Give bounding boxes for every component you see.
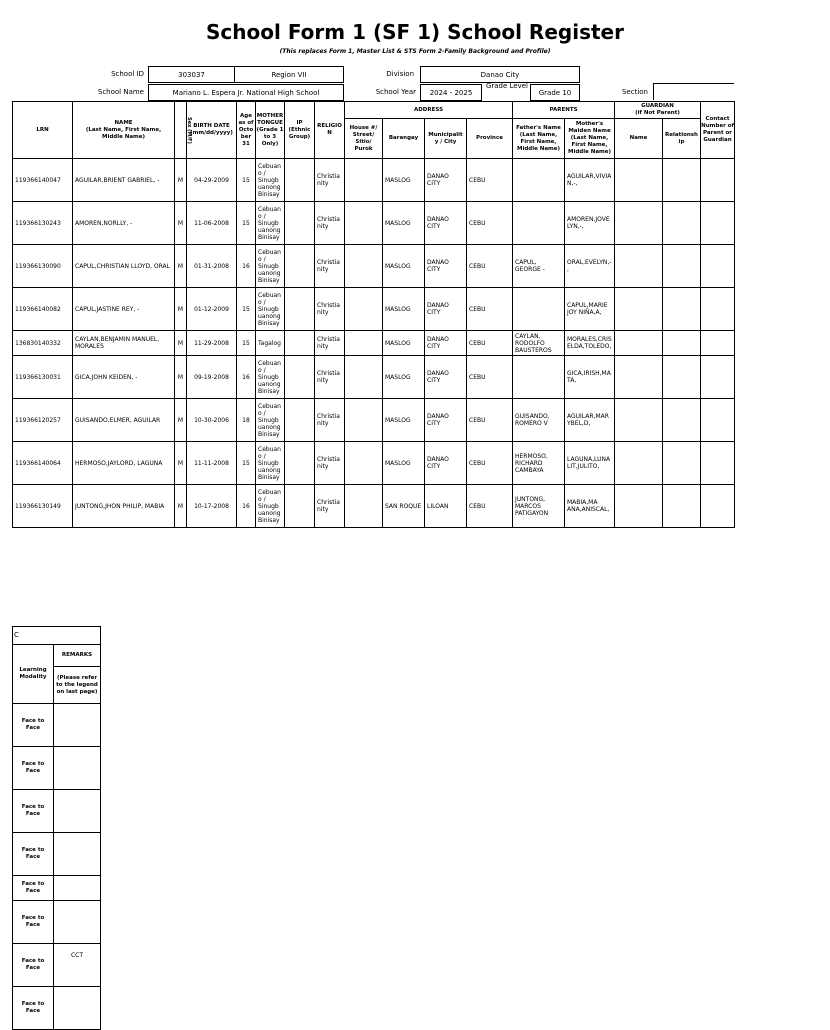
mother-cell: ORAL,EVELYN,-, bbox=[565, 245, 615, 288]
section-label: Section bbox=[621, 88, 648, 96]
col-sex bbox=[175, 102, 192, 159]
col-sex-label: Sex (M/F) bbox=[185, 116, 192, 144]
contact-cell bbox=[701, 485, 735, 528]
mother-tongue-cell: Cebuano / Sinugbuanong Binisay bbox=[256, 442, 285, 485]
col-mother bbox=[565, 119, 615, 159]
col-parents: PARENTS bbox=[513, 102, 615, 119]
col-house: House #/ Street/ Sitio/ Purok bbox=[345, 119, 383, 159]
house-cell bbox=[345, 288, 383, 331]
remarks-cell bbox=[54, 790, 101, 833]
col-birth-title: BIRTH DATE bbox=[193, 123, 230, 129]
name-cell: CAPUL,JASTINE REY, - bbox=[73, 288, 175, 331]
name-cell: CAYLAN,BENJAMIN MANUEL, MORALES bbox=[73, 331, 175, 356]
division-label: Division bbox=[386, 70, 414, 78]
mother-tongue-cell: Cebuano / Sinugbuanong Binisay bbox=[256, 202, 285, 245]
municipality-cell: DANAO CITY bbox=[425, 245, 467, 288]
religion-cell: Christianity bbox=[315, 288, 345, 331]
birth-date-cell: 10-17-2008 bbox=[187, 485, 237, 528]
house-cell bbox=[345, 356, 383, 399]
age-cell: 16 bbox=[237, 356, 256, 399]
col-name-title: NAME bbox=[114, 119, 133, 126]
col-mother-tongue bbox=[256, 102, 285, 159]
table-row bbox=[13, 159, 735, 202]
list-item bbox=[13, 901, 101, 944]
name-cell: GUISANDO,ELMER, AGUILAR bbox=[73, 399, 175, 442]
father-cell bbox=[513, 356, 565, 399]
school-id-field[interactable]: 303037 bbox=[148, 66, 235, 83]
name-cell: GICA,JOHN KEIDEN, - bbox=[73, 356, 175, 399]
municipality-cell: DANAO CITY bbox=[425, 159, 467, 202]
house-cell bbox=[345, 245, 383, 288]
province-cell: CEBU bbox=[467, 399, 513, 442]
col-father-sub: (Last Name, First Name, Middle Name) bbox=[516, 131, 561, 152]
sex-cell: M bbox=[175, 399, 187, 442]
learning-modality-cell: Face to Face bbox=[13, 901, 54, 944]
col-remarks: REMARKS bbox=[54, 645, 101, 667]
religion-cell: Christianity bbox=[315, 245, 345, 288]
school-name-label: School Name bbox=[97, 88, 144, 96]
barangay-cell: MASLOG bbox=[383, 245, 425, 288]
barangay-cell: MASLOG bbox=[383, 399, 425, 442]
birth-date-cell: 11-06-2008 bbox=[187, 202, 237, 245]
remarks-cell bbox=[54, 747, 101, 790]
col-guardian-sub: (if Not Parent) bbox=[635, 110, 680, 116]
relationship-cell bbox=[663, 399, 701, 442]
municipality-cell: DANAO CITY bbox=[425, 399, 467, 442]
lrn-cell: 119366140064 bbox=[13, 442, 73, 485]
province-cell: CEBU bbox=[467, 442, 513, 485]
province-cell: CEBU bbox=[467, 245, 513, 288]
mother-cell: AMOREN,JOVELYN,-, bbox=[565, 202, 615, 245]
mother-cell: MORALES,CRISELDA,TOLEDO, bbox=[565, 331, 615, 356]
ip-cell bbox=[285, 202, 315, 245]
col-ip-title: IP bbox=[296, 119, 303, 126]
col-name-sub: (Last Name, First Name, Middle Name) bbox=[85, 126, 162, 140]
relationship-cell bbox=[663, 485, 701, 528]
relationship-cell bbox=[663, 202, 701, 245]
page-subtitle: (This replaces Form 1, Master List & STS Form 2-Family Background and Profile) bbox=[279, 48, 551, 55]
lrn-cell: 119366130031 bbox=[13, 356, 73, 399]
birth-date-cell: 01-31-2008 bbox=[187, 245, 237, 288]
sex-cell: M bbox=[175, 485, 187, 528]
ip-cell bbox=[285, 245, 315, 288]
guardian-name-cell bbox=[615, 485, 663, 528]
barangay-cell: MASLOG bbox=[383, 159, 425, 202]
col-guardian-title: GUARDIAN bbox=[641, 103, 674, 109]
sex-cell: M bbox=[175, 331, 187, 356]
col-guardian bbox=[615, 102, 701, 119]
col-birth-sub: (mm/dd/yyyy) bbox=[190, 130, 233, 136]
mother-tongue-cell: Cebuano / Sinugbuanong Binisay bbox=[256, 485, 285, 528]
province-cell: CEBU bbox=[467, 356, 513, 399]
province-cell: CEBU bbox=[467, 159, 513, 202]
municipality-cell: DANAO CITY bbox=[425, 331, 467, 356]
mother-cell: AGUILAR,VIVIAN,-, bbox=[565, 159, 615, 202]
lrn-cell: 136830140332 bbox=[13, 331, 73, 356]
school-register-table bbox=[12, 101, 735, 528]
learning-modality-cell: Face to Face bbox=[13, 944, 54, 987]
contact-cell bbox=[701, 442, 735, 485]
col-guardian-name: Name bbox=[615, 119, 663, 159]
col-ip-sub: (Ethnic Group) bbox=[288, 126, 311, 140]
table-row bbox=[13, 331, 735, 356]
province-cell: CEBU bbox=[467, 485, 513, 528]
col-ip bbox=[285, 102, 315, 159]
grade-level-field[interactable]: Grade 10 bbox=[530, 84, 580, 101]
mother-tongue-cell: Cebuano / Sinugbuanong Binisay bbox=[256, 159, 285, 202]
municipality-cell: DANAO CITY bbox=[425, 356, 467, 399]
province-cell: CEBU bbox=[467, 288, 513, 331]
learning-modality-cell: Face to Face bbox=[13, 790, 54, 833]
remarks-cell bbox=[54, 987, 101, 1030]
learning-modality-cell: Face to Face bbox=[13, 833, 54, 876]
page-title: School Form 1 (SF 1) School Register bbox=[206, 20, 624, 44]
col-learning-modality: Learning Modality bbox=[13, 645, 54, 704]
birth-date-cell: 11-11-2008 bbox=[187, 442, 237, 485]
school-year-label: School Year bbox=[375, 88, 416, 96]
col-mother-sub: (Last Name, First Name, Middle Name) bbox=[567, 135, 612, 155]
list-item bbox=[13, 833, 101, 876]
list-item bbox=[13, 876, 101, 901]
ip-cell bbox=[285, 288, 315, 331]
sex-cell: M bbox=[175, 202, 187, 245]
mother-tongue-cell: Cebuano / Sinugbuanong Binisay bbox=[256, 356, 285, 399]
religion-cell: Christianity bbox=[315, 485, 345, 528]
learning-modality-cell: Face to Face bbox=[13, 747, 54, 790]
religion-cell: Christianity bbox=[315, 202, 345, 245]
guardian-name-cell bbox=[615, 399, 663, 442]
table-row bbox=[13, 356, 735, 399]
guardian-name-cell bbox=[615, 159, 663, 202]
col-province: Province bbox=[467, 119, 513, 159]
remarks-cell: CCT bbox=[54, 944, 101, 987]
remarks-cell bbox=[54, 833, 101, 876]
lrn-cell: 119366140082 bbox=[13, 288, 73, 331]
table-row bbox=[13, 202, 735, 245]
religion-cell: Christianity bbox=[315, 159, 345, 202]
religion-cell: Christianity bbox=[315, 399, 345, 442]
age-cell: 16 bbox=[237, 245, 256, 288]
mother-cell: LAGUNA,LUNALIT,JULITO, bbox=[565, 442, 615, 485]
col-municipality: Municipality / City bbox=[425, 119, 467, 159]
list-item bbox=[13, 987, 101, 1030]
remarks-caption: C bbox=[13, 627, 101, 645]
contact-cell bbox=[701, 245, 735, 288]
house-cell bbox=[345, 331, 383, 356]
section-field[interactable] bbox=[653, 83, 734, 100]
sex-cell: M bbox=[175, 245, 187, 288]
relationship-cell bbox=[663, 288, 701, 331]
ip-cell bbox=[285, 442, 315, 485]
col-barangay: Barangay bbox=[383, 119, 425, 159]
contact-cell bbox=[701, 288, 735, 331]
ip-cell bbox=[285, 159, 315, 202]
col-age: Age as of October 31 bbox=[237, 102, 256, 159]
remarks-cell bbox=[54, 704, 101, 747]
table-row bbox=[13, 399, 735, 442]
relationship-cell bbox=[663, 356, 701, 399]
guardian-name-cell bbox=[615, 331, 663, 356]
list-item bbox=[13, 704, 101, 747]
barangay-cell: MASLOG bbox=[383, 202, 425, 245]
religion-cell: Christianity bbox=[315, 356, 345, 399]
father-cell bbox=[513, 288, 565, 331]
table-row bbox=[13, 485, 735, 528]
age-cell: 16 bbox=[237, 485, 256, 528]
remarks-cell bbox=[54, 876, 101, 901]
name-cell: AMOREN,NORLLY, - bbox=[73, 202, 175, 245]
sex-cell: M bbox=[175, 442, 187, 485]
name-cell: JUNTONG,JHON PHILIP, MABIA bbox=[73, 485, 175, 528]
lrn-cell: 119366120257 bbox=[13, 399, 73, 442]
name-cell: CAPUL,CHRISTIAN LLOYD, ORAL bbox=[73, 245, 175, 288]
barangay-cell: MASLOG bbox=[383, 442, 425, 485]
school-year-field[interactable]: 2024 - 2025 bbox=[420, 84, 482, 101]
list-item bbox=[13, 790, 101, 833]
col-tongue-title: MOTHER TONGUE bbox=[256, 112, 284, 126]
mother-cell: AGUILAR,MARYBEL,D, bbox=[565, 399, 615, 442]
birth-date-cell: 04-29-2009 bbox=[187, 159, 237, 202]
birth-date-cell: 10-30-2006 bbox=[187, 399, 237, 442]
father-cell bbox=[513, 202, 565, 245]
table-row bbox=[13, 288, 735, 331]
father-cell: HERMOSO, RICHARD CAMBAYA bbox=[513, 442, 565, 485]
religion-cell: Christianity bbox=[315, 442, 345, 485]
col-religion: RELIGION bbox=[315, 102, 345, 159]
relationship-cell bbox=[663, 159, 701, 202]
father-cell: JUNTONG, MARCOS PATIGAYON bbox=[513, 485, 565, 528]
col-father bbox=[513, 119, 565, 159]
col-lrn: LRN bbox=[13, 102, 73, 159]
school-id-label: School ID bbox=[111, 70, 144, 78]
col-mother-title: Mother's Maiden Name bbox=[568, 121, 611, 134]
municipality-cell: DANAO CITY bbox=[425, 288, 467, 331]
age-cell: 15 bbox=[237, 202, 256, 245]
relationship-cell bbox=[663, 245, 701, 288]
sex-cell: M bbox=[175, 159, 187, 202]
age-cell: 15 bbox=[237, 442, 256, 485]
col-tongue-sub: (Grade 1 to 3 Only) bbox=[256, 126, 284, 147]
father-cell bbox=[513, 159, 565, 202]
mother-cell: MABIA,MA ANA,ANISCAL, bbox=[565, 485, 615, 528]
contact-cell bbox=[701, 331, 735, 356]
region-field[interactable]: Region VII bbox=[234, 66, 344, 83]
lrn-cell: 119366130149 bbox=[13, 485, 73, 528]
ip-cell bbox=[285, 331, 315, 356]
province-cell: CEBU bbox=[467, 202, 513, 245]
barangay-cell: MASLOG bbox=[383, 331, 425, 356]
mother-tongue-cell: Tagalog bbox=[256, 331, 285, 356]
house-cell bbox=[345, 399, 383, 442]
ip-cell bbox=[285, 399, 315, 442]
table-row bbox=[13, 442, 735, 485]
mother-cell: CAPUL,MARIE JOY NIÑA,A, bbox=[565, 288, 615, 331]
col-father-title: Father's Name bbox=[516, 124, 561, 131]
house-cell bbox=[345, 202, 383, 245]
col-name bbox=[73, 102, 175, 159]
sex-cell: M bbox=[175, 288, 187, 331]
col-birth-date bbox=[187, 102, 237, 159]
lrn-cell: 119366130243 bbox=[13, 202, 73, 245]
municipality-cell: DANAO CITY bbox=[425, 202, 467, 245]
guardian-name-cell bbox=[615, 356, 663, 399]
religion-cell: Christianity bbox=[315, 331, 345, 356]
col-contact: Contact Number of Parent or Guardian bbox=[701, 102, 735, 159]
age-cell: 18 bbox=[237, 399, 256, 442]
lrn-cell: 119366140047 bbox=[13, 159, 73, 202]
barangay-cell: SAN ROQUE bbox=[383, 485, 425, 528]
barangay-cell: MASLOG bbox=[383, 288, 425, 331]
province-cell: CEBU bbox=[467, 331, 513, 356]
col-relationship: Relationship bbox=[663, 119, 701, 159]
remarks-table bbox=[12, 626, 101, 1030]
division-field[interactable]: Danao City bbox=[420, 66, 580, 83]
birth-date-cell: 11-29-2008 bbox=[187, 331, 237, 356]
table-row bbox=[13, 245, 735, 288]
grade-level-label: Grade Level bbox=[485, 82, 528, 90]
municipality-cell: LILOAN bbox=[425, 485, 467, 528]
birth-date-cell: 01-12-2009 bbox=[187, 288, 237, 331]
father-cell: CAPUL, GEORGE - bbox=[513, 245, 565, 288]
house-cell bbox=[345, 485, 383, 528]
col-remarks-sub: (Please refer to the legend on last page) bbox=[54, 667, 101, 704]
contact-cell bbox=[701, 159, 735, 202]
mother-tongue-cell: Cebuano / Sinugbuanong Binisay bbox=[256, 245, 285, 288]
sex-cell: M bbox=[175, 356, 187, 399]
ip-cell bbox=[285, 356, 315, 399]
list-item bbox=[13, 747, 101, 790]
col-address: ADDRESS bbox=[345, 102, 513, 119]
remarks-cell bbox=[54, 901, 101, 944]
learning-modality-cell: Face to Face bbox=[13, 987, 54, 1030]
mother-tongue-cell: Cebuano / Sinugbuanong Binisay bbox=[256, 288, 285, 331]
guardian-name-cell bbox=[615, 442, 663, 485]
father-cell: GUISANDO, ROMERO V bbox=[513, 399, 565, 442]
list-item bbox=[13, 944, 101, 987]
birth-date-cell: 09-19-2008 bbox=[187, 356, 237, 399]
contact-cell bbox=[701, 356, 735, 399]
guardian-name-cell bbox=[615, 245, 663, 288]
age-cell: 15 bbox=[237, 288, 256, 331]
municipality-cell: DANAO CITY bbox=[425, 442, 467, 485]
age-cell: 15 bbox=[237, 331, 256, 356]
barangay-cell: MASLOG bbox=[383, 356, 425, 399]
ip-cell bbox=[285, 485, 315, 528]
age-cell: 15 bbox=[237, 159, 256, 202]
contact-cell bbox=[701, 399, 735, 442]
mother-tongue-cell: Cebuano / Sinugbuanong Binisay bbox=[256, 399, 285, 442]
relationship-cell bbox=[663, 442, 701, 485]
learning-modality-cell: Face to Face bbox=[13, 876, 54, 901]
house-cell bbox=[345, 442, 383, 485]
contact-cell bbox=[701, 202, 735, 245]
relationship-cell bbox=[663, 331, 701, 356]
father-cell: CAYLAN, RODOLFO BAUSTEROS bbox=[513, 331, 565, 356]
learning-modality-cell: Face to Face bbox=[13, 704, 54, 747]
name-cell: AGUILAR,BRIENT GABRIEL, - bbox=[73, 159, 175, 202]
name-cell: HERMOSO,JAYLORD, LAGUNA bbox=[73, 442, 175, 485]
guardian-name-cell bbox=[615, 288, 663, 331]
school-name-field[interactable]: Mariano L. Espera Jr. National High School bbox=[148, 84, 344, 101]
mother-cell: GICA,IRISH,MATA, bbox=[565, 356, 615, 399]
lrn-cell: 119366130090 bbox=[13, 245, 73, 288]
guardian-name-cell bbox=[615, 202, 663, 245]
house-cell bbox=[345, 159, 383, 202]
